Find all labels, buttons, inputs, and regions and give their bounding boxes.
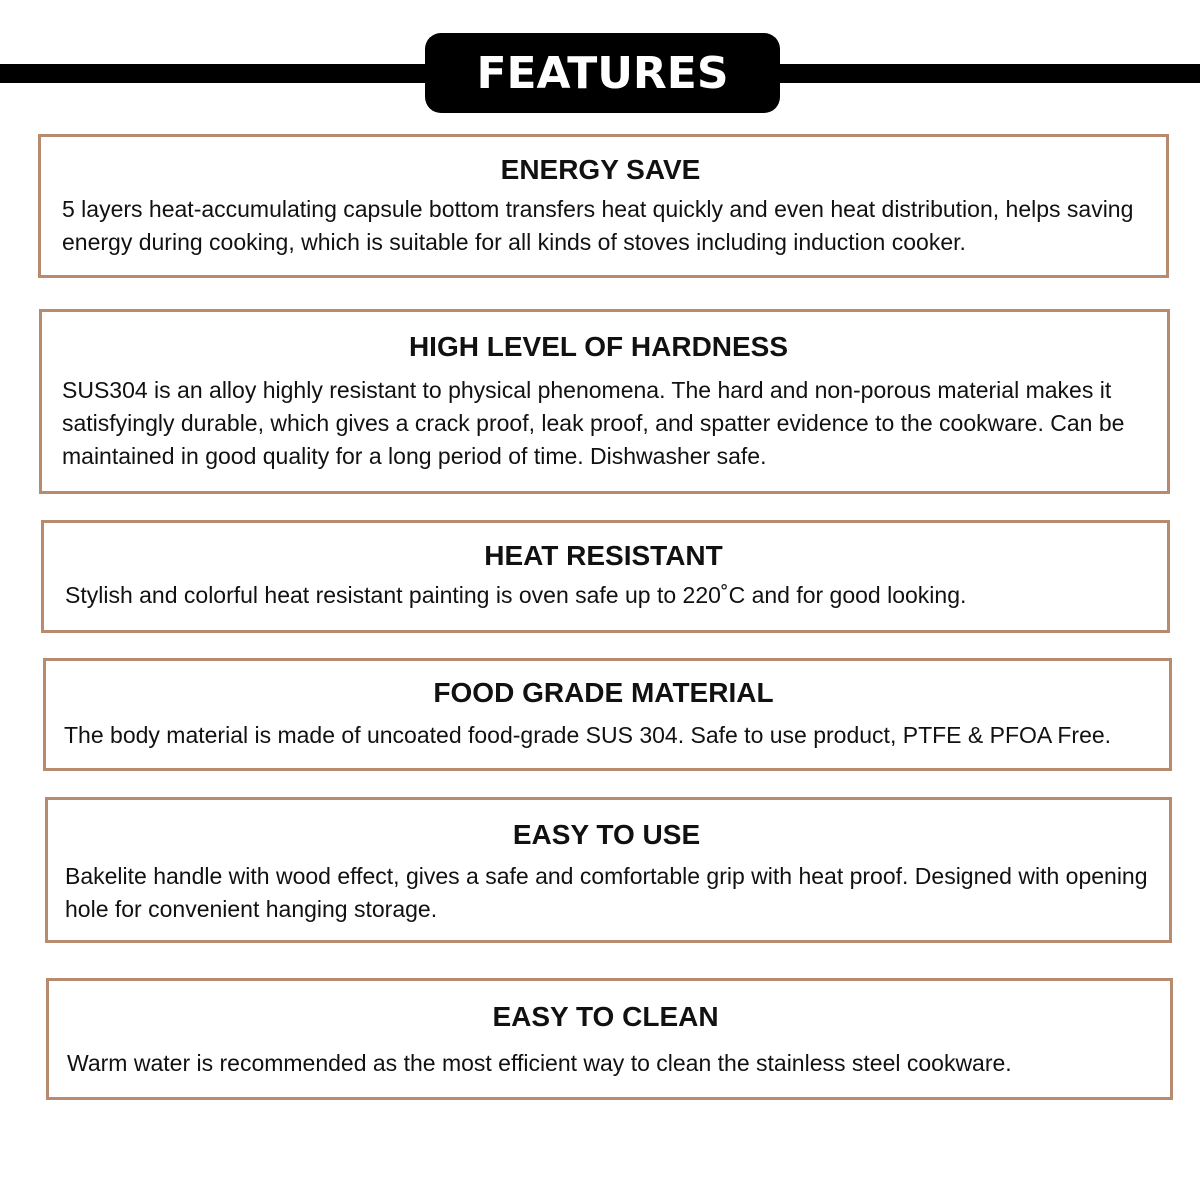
feature-description: Warm water is recommended as the most efficient way to clean the stainless steel cookware. (67, 1050, 1012, 1076)
feature-description: 5 layers heat-accumulating capsule bottom transfers heat quickly and even heat distribution, helps saving energy during cooking, which is suitable for all kinds of stoves including induction cooker. (62, 196, 1134, 255)
feature-description: Bakelite handle with wood effect, gives a safe and comfortable grip with heat proof. Designed with opening hole for convenient hanging storage. (65, 863, 1148, 922)
feature-card-high-level-of-hardness (39, 309, 1170, 494)
feature-title: FOOD GRADE MATERIAL (433, 677, 774, 708)
feature-title: HEAT RESISTANT (484, 540, 723, 571)
feature-card-food-grade-material (43, 658, 1172, 771)
feature-title: EASY TO USE (512, 819, 701, 850)
feature-card-energy-save (38, 134, 1169, 278)
page-title: FEATURES (476, 47, 729, 99)
feature-title: ENERGY SAVE (500, 154, 701, 185)
feature-description: SUS304 is an alloy highly resistant to physical phenomena. The hard and non-porous material makes it satisfyingly durable, which gives a crack proof, leak proof, and spatter evidence to the cookware. Can be maintained in good quality for a long period of time. Dishwasher safe. (62, 377, 1125, 469)
feature-card-easy-to-clean (46, 978, 1173, 1100)
feature-card-easy-to-use (45, 797, 1172, 943)
feature-title: HIGH LEVEL OF HARDNESS (408, 331, 789, 362)
feature-description: The body material is made of uncoated food-grade SUS 304. Safe to use product, PTFE & PFOA Free. (64, 722, 1112, 748)
feature-card-heat-resistant (41, 520, 1170, 633)
feature-description: Stylish and colorful heat resistant painting is oven safe up to 220˚C and for good looking. (65, 582, 967, 608)
header-badge (425, 33, 780, 113)
feature-title: EASY TO CLEAN (492, 1001, 719, 1032)
